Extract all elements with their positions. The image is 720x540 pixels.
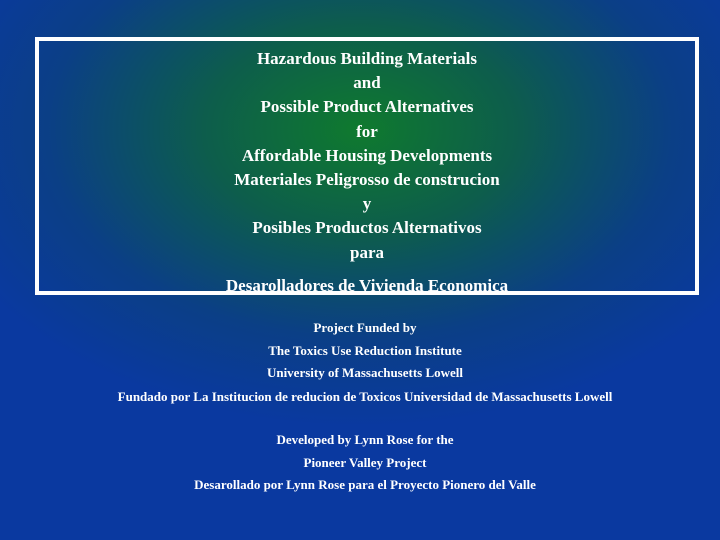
credits — [110, 317, 620, 497]
developed-by-text: Developed by Lynn Rose for the — [276, 432, 454, 447]
university-name: University of Massachusetts Lowell — [266, 365, 464, 380]
developed-spanish-text: Desarollado por Lynn Rose para el Proyecto Pionero del Valle — [194, 477, 536, 492]
title-line: Desarolladores de Vivienda Economica — [225, 275, 509, 295]
title-line: Affordable Housing Developments — [241, 145, 493, 165]
funded-by-text: Project Funded by — [313, 320, 417, 335]
title-line: Hazardous Building Materials — [256, 49, 478, 68]
funded-spanish-text: Fundado por La Institucion de reducion de Toxicos Universidad de Massachusetts Lowell — [117, 388, 613, 404]
title-line: Possible Product Alternatives — [260, 97, 474, 117]
title-line: para — [350, 242, 384, 262]
title-line: and — [353, 73, 381, 93]
institute-name: The Toxics Use Reduction Institute — [268, 342, 462, 358]
title-line: for — [356, 121, 378, 141]
title-line: Materiales Peligrosso de construcion — [234, 170, 500, 190]
title-frame — [35, 37, 699, 295]
project-name: Pioneer Valley Project — [303, 454, 427, 470]
title-line: Posibles Productos Alternativos — [252, 218, 482, 238]
title-line: y — [362, 194, 372, 214]
